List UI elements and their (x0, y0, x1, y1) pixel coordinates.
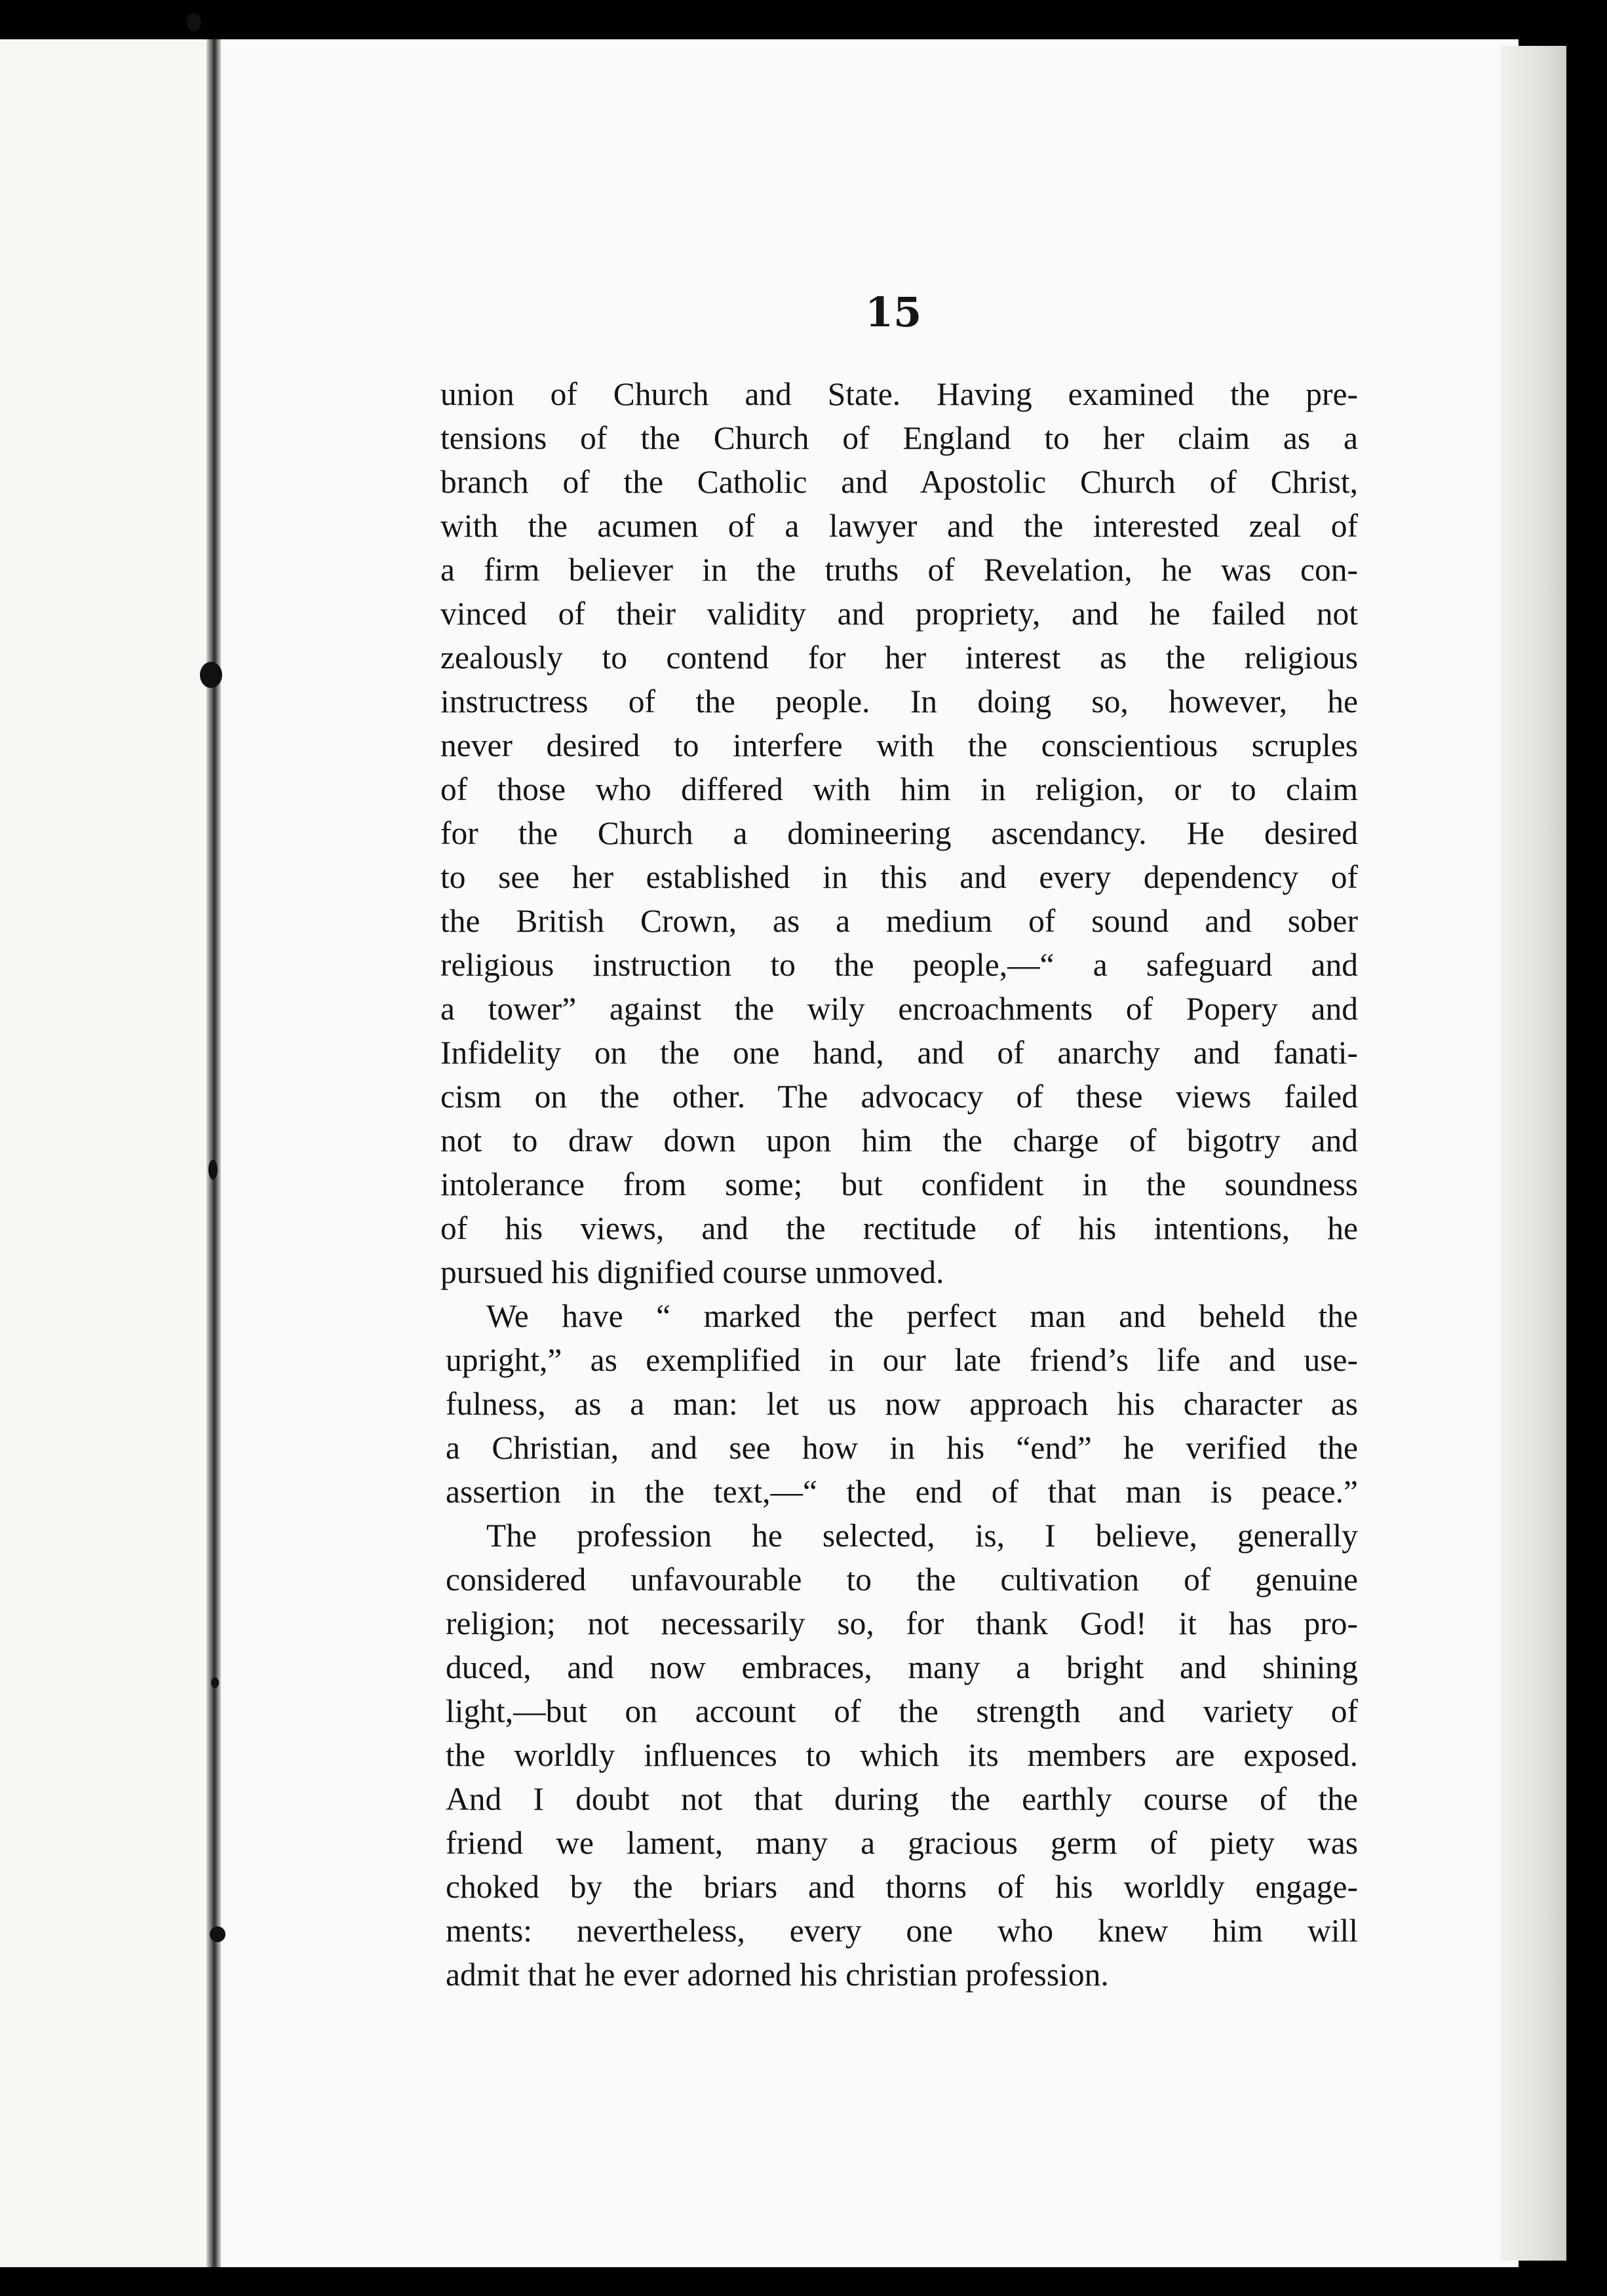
text-line: intolerance from some; but confident in the soundness (440, 1166, 1358, 1202)
text-line: cism on the other. The advocacy of these views failed (440, 1079, 1358, 1115)
text-line: We have “ marked the perfect man and beheld the (486, 1298, 1358, 1334)
text-line: duced, and now embraces, many a bright and shining (446, 1649, 1358, 1685)
text-line: a Christian, and see how in his “end” he verified the (446, 1430, 1358, 1466)
text-line: a tower” against the wily encroachments of Popery and (440, 991, 1358, 1027)
text-line: choked by the briars and thorns of his worldly engage- (446, 1869, 1358, 1905)
text-line: the British Crown, as a medium of sound and sober (440, 903, 1358, 939)
stitch-mark (211, 1677, 219, 1688)
text-line: upright,” as exemplified in our late friend’s life and use- (446, 1342, 1358, 1378)
text-line: of those who differed with him in religion, or to claim (440, 771, 1358, 807)
stitch-mark (200, 662, 222, 688)
text-line: admit that he ever adorned his christian profession. (446, 1957, 1109, 1993)
text-line: of his views, and the rectitude of his intentions, he (440, 1210, 1358, 1246)
stitch-mark (208, 1160, 218, 1179)
stitch-mark (210, 1926, 225, 1942)
text-line: Infidelity on the one hand, and of anarchy and fanati- (440, 1035, 1358, 1071)
text-line: never desired to interfere with the conscientious scruples (440, 727, 1358, 763)
page-edge-shadow (1501, 46, 1566, 2261)
text-line: pursued his dignified course unmoved. (440, 1254, 944, 1290)
left-page-margin (0, 39, 210, 2267)
text-line: to see her established in this and every dependency of (440, 859, 1358, 895)
text-line: with the acumen of a lawyer and the interested zeal of (440, 508, 1358, 544)
text-line: The profession he selected, is, I believe, generally (486, 1518, 1358, 1554)
text-line: friend we lament, many a gracious germ of piety was (446, 1825, 1358, 1861)
text-line: And I doubt not that during the earthly course of the (446, 1781, 1358, 1817)
text-line: instructress of the people. In doing so, however, he (440, 683, 1358, 719)
body-text (440, 372, 1358, 1997)
corner-mark (187, 13, 201, 31)
text-line: branch of the Catholic and Apostolic Church of Christ, (440, 464, 1358, 500)
text-line: not to draw down upon him the charge of bigotry and (440, 1122, 1358, 1158)
text-line: vinced of their validity and propriety, and he failed not (440, 596, 1358, 632)
text-line: light,—but on account of the strength and variety of (446, 1693, 1358, 1729)
text-line: fulness, as a man: let us now approach his character as (446, 1386, 1358, 1422)
text-line: for the Church a domineering ascendancy. He desired (440, 815, 1358, 851)
text-line: zealously to contend for her interest as the religious (440, 640, 1358, 676)
text-line: considered unfavourable to the cultivation of genuine (446, 1561, 1358, 1598)
page-number: 15 (865, 288, 922, 336)
text-line: assertion in the text,—“ the end of that man is peace.” (446, 1474, 1358, 1510)
text-line: a firm believer in the truths of Revelation, he was con- (440, 552, 1358, 588)
text-line: the worldly influences to which its members are exposed. (446, 1737, 1358, 1773)
text-line: religion; not necessarily so, for thank God! it has pro- (446, 1605, 1358, 1641)
text-line: tensions of the Church of England to her claim as a (440, 420, 1358, 456)
text-line: union of Church and State. Having examined the pre- (440, 376, 1358, 412)
text-line: religious instruction to the people,—“ a safeguard and (440, 947, 1358, 983)
text-line: ments: nevertheless, every one who knew him will (446, 1913, 1358, 1949)
